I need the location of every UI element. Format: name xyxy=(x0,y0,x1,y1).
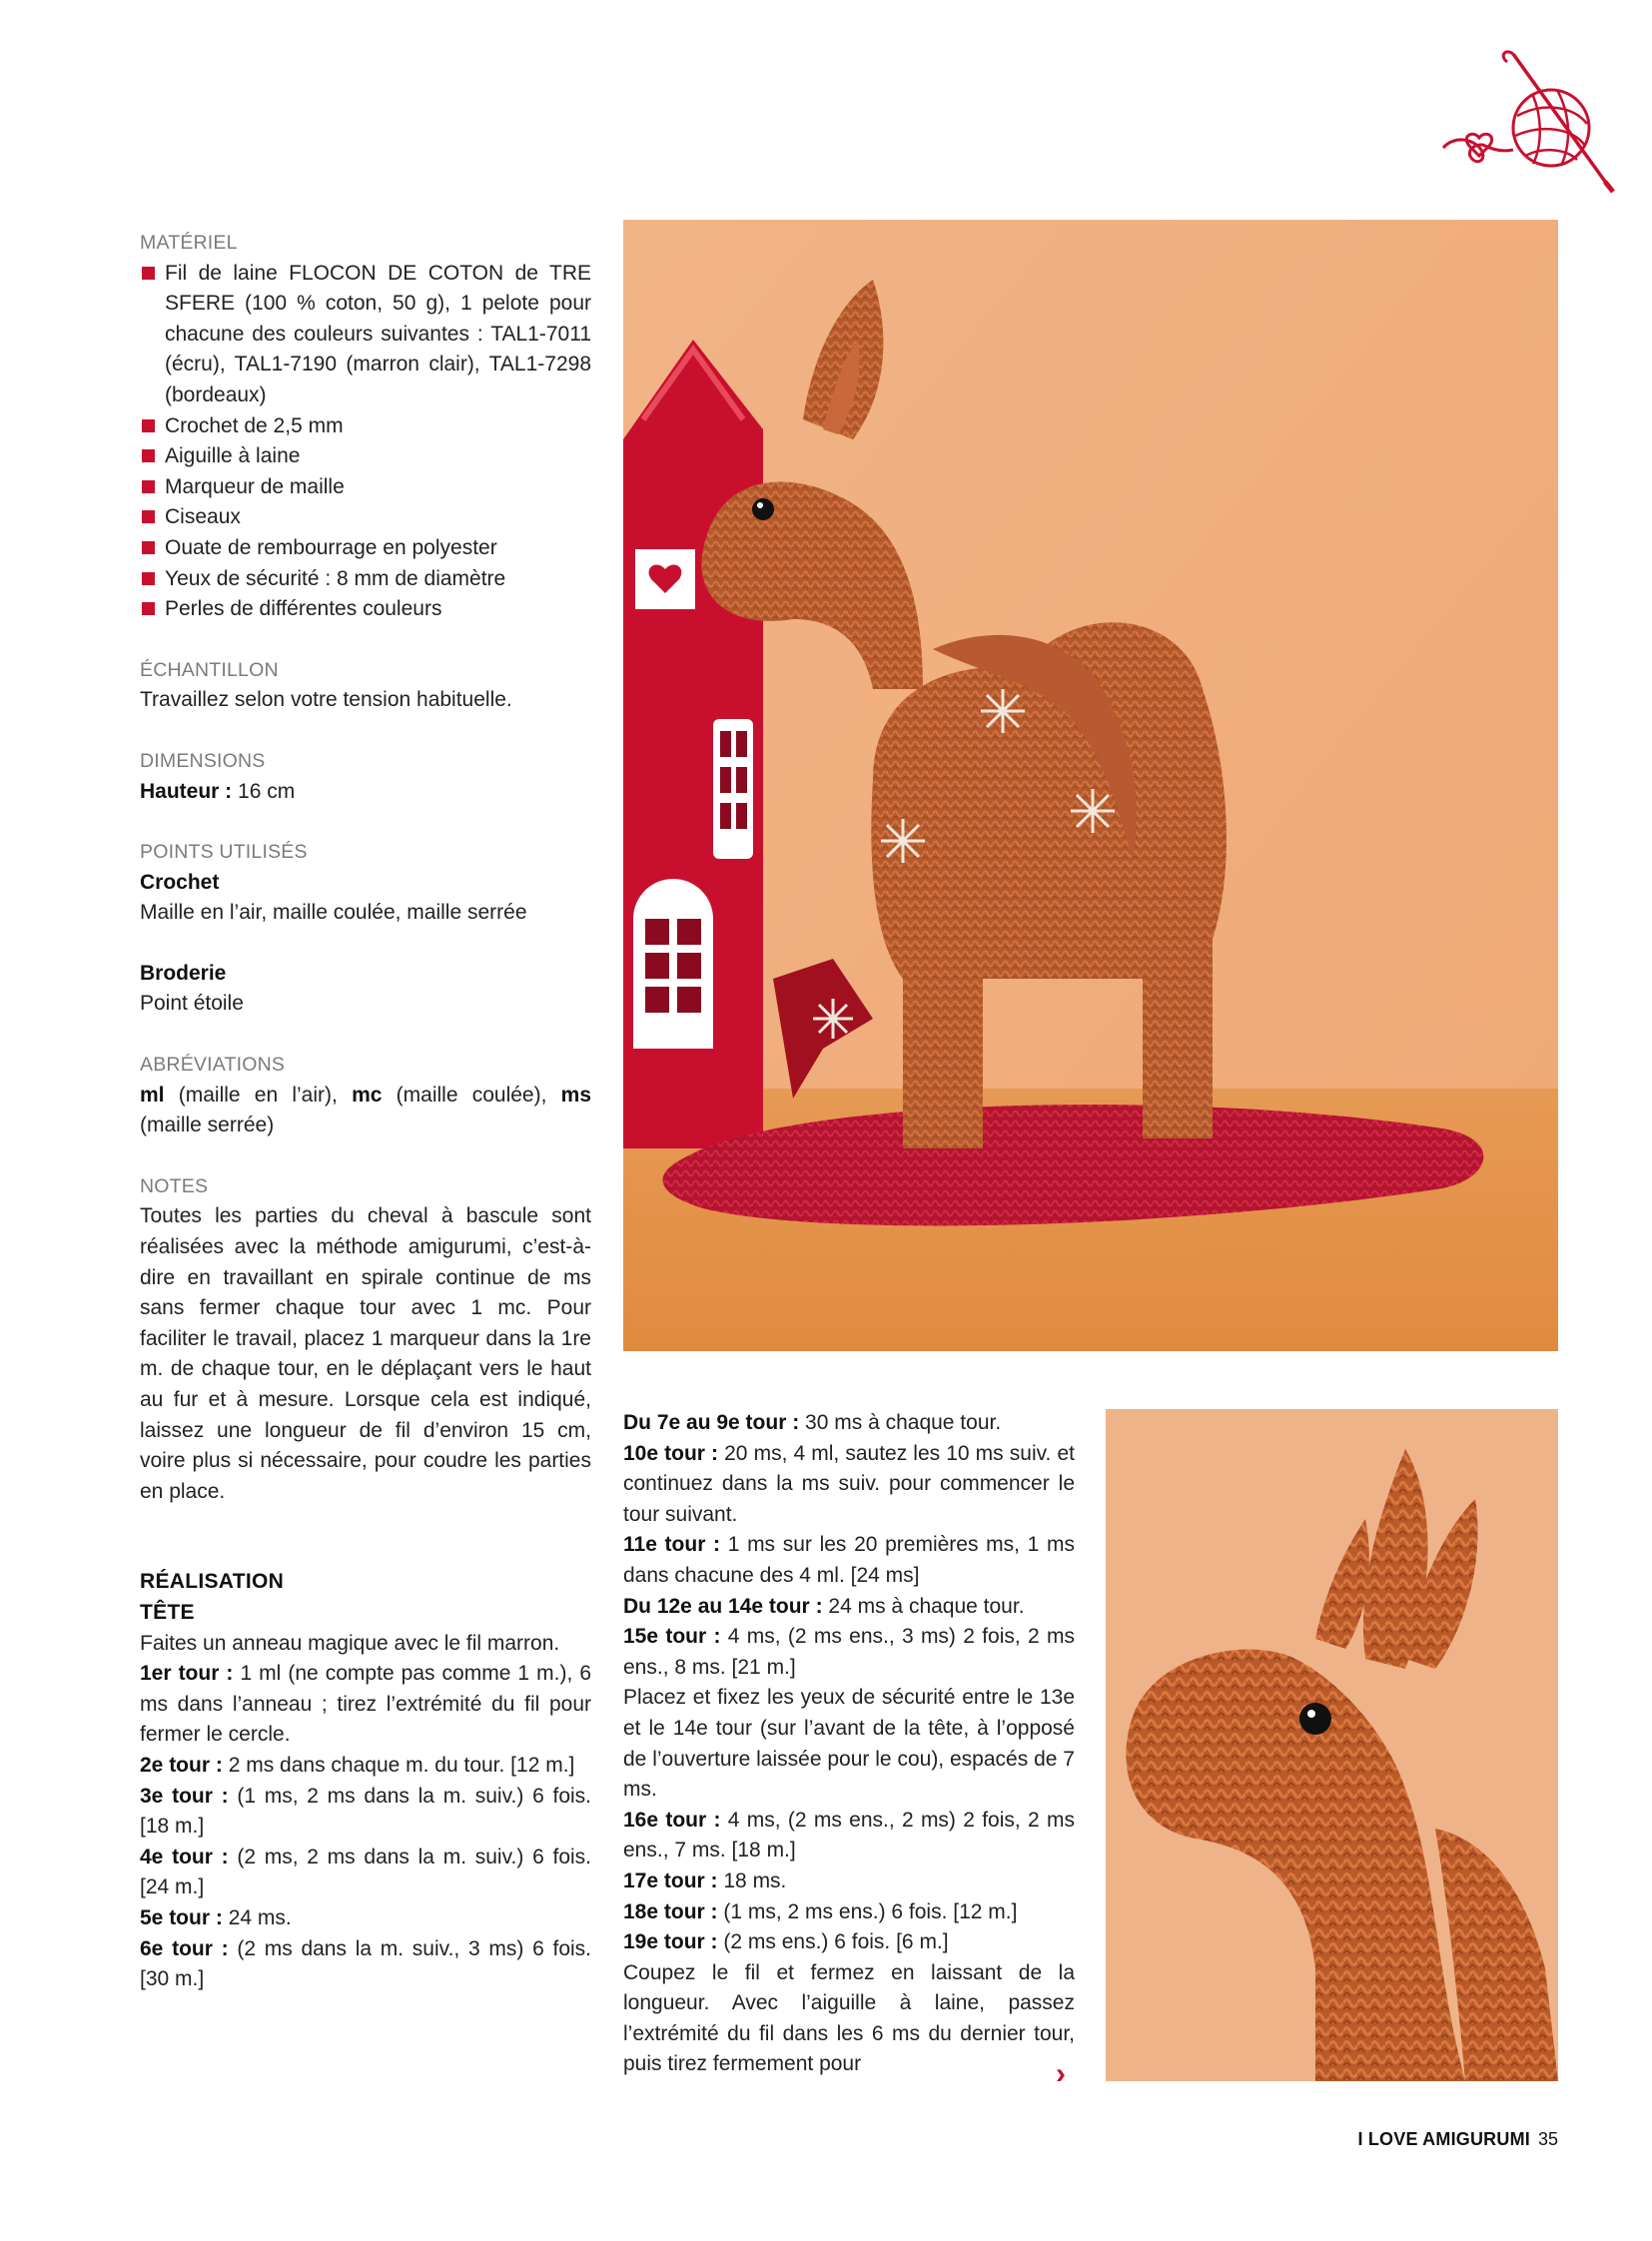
row-instruction: 11e tour : 1 ms sur les 20 premières ms, 1 ms dans chacune des 4 ml. [24 ms] xyxy=(623,1533,1075,1587)
horse-head-closeup-photo xyxy=(1106,1409,1558,2081)
bullet-square-icon xyxy=(142,510,155,523)
middle-column xyxy=(623,1408,1075,2080)
points-title: POINTS UTILISÉS xyxy=(140,841,308,864)
row-instruction: Du 12e au 14e tour : 24 ms à chaque tour. xyxy=(623,1594,1025,1618)
echantillon-title: ÉCHANTILLON xyxy=(140,658,279,681)
row-instruction: 3e tour : (1 ms, 2 ms dans la m. suiv.) 6 fois. [18 m.] xyxy=(140,1784,591,1839)
materiel-item: Perles de différentes couleurs xyxy=(140,594,591,625)
echantillon-text: Travaillez selon votre tension habituelle. xyxy=(140,688,512,712)
materiel-item: Yeux de sécurité : 8 mm de diamètre xyxy=(140,564,591,595)
row-instruction: Du 7e au 9e tour : 30 ms à chaque tour. xyxy=(623,1411,1002,1434)
bullet-square-icon xyxy=(142,602,155,615)
notes-title: NOTES xyxy=(140,1174,209,1197)
page-footer xyxy=(1357,2129,1558,2150)
row-instruction: 16e tour : 4 ms, (2 ms ens., 2 ms) 2 fois, 2 ms ens., 7 ms. [18 m.] xyxy=(623,1808,1075,1863)
row-instruction: 2e tour : 2 ms dans chaque m. du tour. [12 m.] xyxy=(140,1753,575,1777)
dimensions-title: DIMENSIONS xyxy=(140,749,266,772)
materiel-item: Ciseaux xyxy=(140,502,591,533)
instruction-text: Placez et fixez les yeux de sécurité entre le 13e et le 14e tour (sur l’avant de la tête, à l’opposé de l’ouverture laissée pour le cou), espacés de 7 ms. xyxy=(623,1686,1075,1802)
materiel-item: Aiguille à laine xyxy=(140,441,591,472)
row-instruction: 4e tour : (2 ms, 2 ms dans la m. suiv.) 6 fois. [24 m.] xyxy=(140,1845,591,1899)
row-instruction: 1er tour : 1 ml (ne compte pas comme 1 m.), 6 ms dans l’anneau ; tirez l’extrémité du fil pour fermer le cercle. xyxy=(140,1662,592,1747)
dimensions-row xyxy=(140,777,591,808)
left-column xyxy=(140,228,591,1995)
crochet-label: Crochet xyxy=(140,870,220,894)
notes-text: Toutes les parties du cheval à bascule sont réalisées avec la méthode amigurumi, c’est-à-dire en travaillant en spirale continue de ms sans fermer chaque tour avec 1 mc. Pour faciliter le travail, placez 1 marqueur dans la 1re m. de chaque tour, en le déplaçant vers le haut au fur et à mesure. Lorsque cela est indiqué, laissez une longueur de fil d’environ 15 cm, voire plus si nécessaire, pour coudre les parties en place. xyxy=(140,1204,591,1503)
bullet-square-icon xyxy=(142,541,155,554)
row-instruction: 10e tour : 20 ms, 4 ml, sautez les 10 ms suiv. et continuez dans la ms suiv. pour commencer le tour suivant. xyxy=(623,1441,1075,1526)
materiel-item: Marqueur de maille xyxy=(140,472,591,503)
bullet-square-icon xyxy=(142,449,155,462)
row-instruction: 18e tour : (1 ms, 2 ms ens.) 6 fois. [12 m.] xyxy=(623,1899,1018,1923)
intro-text: Faites un anneau magique avec le fil marron. xyxy=(140,1631,560,1655)
rocking-horse-photo xyxy=(623,220,1558,1351)
dimensions-label: Hauteur : xyxy=(140,779,233,803)
row-instruction: 6e tour : (2 ms dans la m. suiv., 3 ms) 6 fois. [30 m.] xyxy=(140,1936,591,1991)
instruction-text: Coupez le fil et fermez en laissant de la longueur. Avec l’aiguille à laine, passez l’extrémité du fil dans les 6 ms du dernier tour, puis tirez fermement pour xyxy=(623,1960,1075,2076)
materiel-title: MATÉRIEL xyxy=(140,232,238,254)
abreviations-text: ml (maille en l’air), mc (maille coulée), ms (maille serrée) xyxy=(140,1083,591,1137)
dimensions-value: 16 cm xyxy=(238,779,296,803)
part-title: TÊTE xyxy=(140,1600,195,1624)
abreviations-title: ABRÉVIATIONS xyxy=(140,1054,286,1077)
bullet-square-icon xyxy=(142,267,155,280)
page-number: 35 xyxy=(1537,2129,1558,2149)
bullet-square-icon xyxy=(142,480,155,493)
realisation-title: RÉALISATION xyxy=(140,1570,285,1594)
broderie-label: Broderie xyxy=(140,961,227,985)
bullet-square-icon xyxy=(142,572,155,585)
row-instruction: 15e tour : 4 ms, (2 ms ens., 3 ms) 2 fois, 2 ms ens., 8 ms. [21 m.] xyxy=(623,1625,1075,1679)
materiel-item: Ouate de rembourrage en polyester xyxy=(140,533,591,564)
row-instruction: 5e tour : 24 ms. xyxy=(140,1905,292,1929)
row-instruction: 19e tour : (2 ms ens.) 6 fois. [6 m.] xyxy=(623,1930,949,1954)
row-instruction: 17e tour : 18 ms. xyxy=(623,1868,787,1892)
crochet-text: Maille en l’air, maille coulée, maille serrée xyxy=(140,901,527,925)
yarn-ball-crochet-heart-icon xyxy=(1433,40,1623,200)
broderie-text: Point étoile xyxy=(140,992,244,1016)
continue-arrow-icon: › xyxy=(1056,2057,1066,2090)
magazine-brand: I LOVE AMIGURUMI xyxy=(1357,2129,1530,2149)
materiel-item: Fil de laine FLOCON DE COTON de TRE SFERE (100 % coton, 50 g), 1 pelote pour chacune des couleurs suivantes : TAL1-7011 (écru), TAL1-7190 (marron clair), TAL1-7298 (bordeaux) xyxy=(140,259,591,411)
bullet-square-icon xyxy=(142,419,155,432)
materiel-item: Crochet de 2,5 mm xyxy=(140,411,591,442)
